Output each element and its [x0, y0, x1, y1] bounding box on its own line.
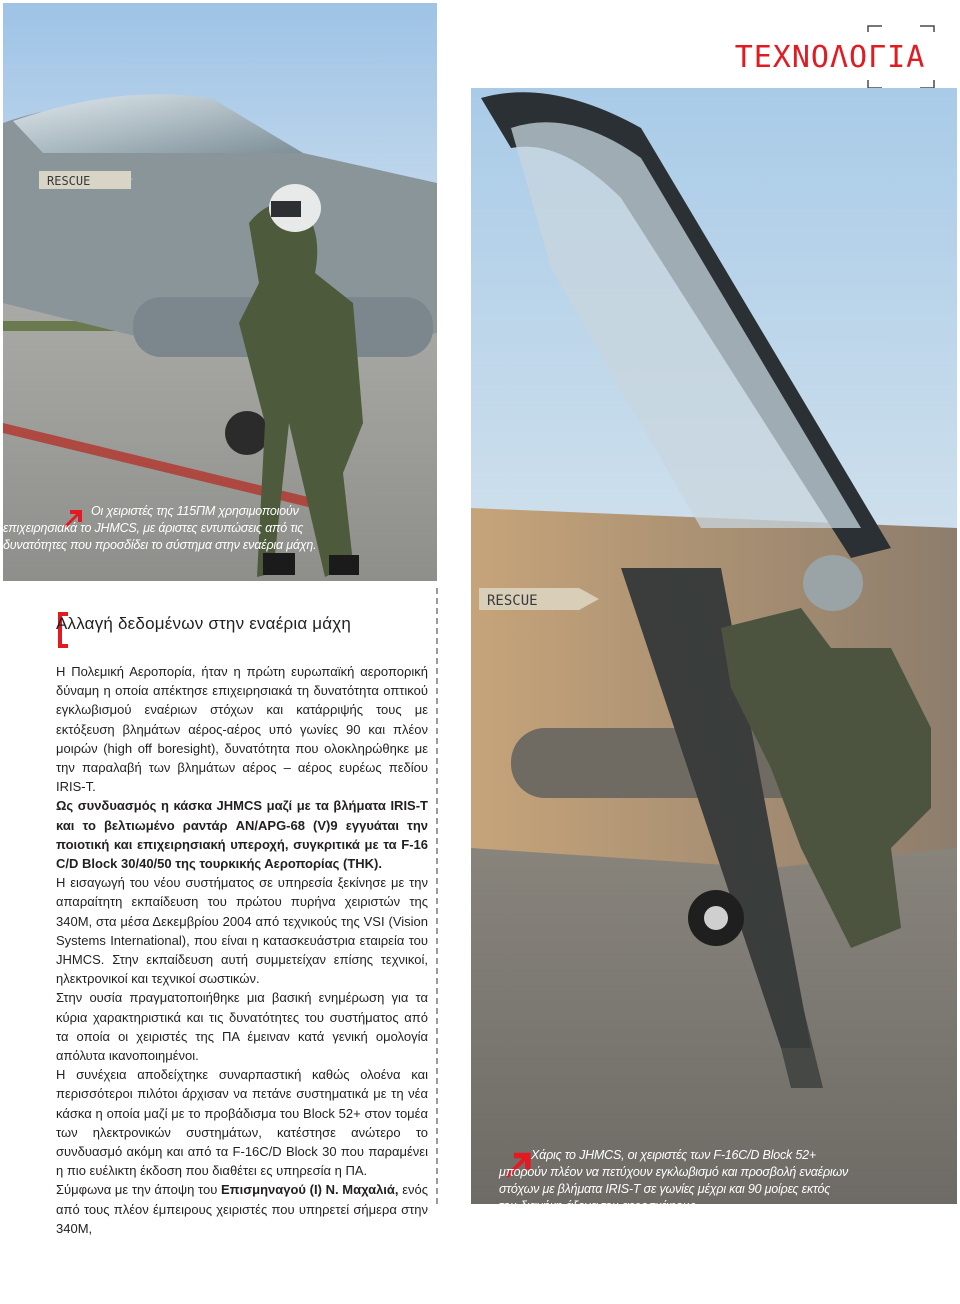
svg-text:RESCUE: RESCUE: [487, 593, 538, 609]
section-label: ΤΕΧΝΟΛΟΓΙΑ: [734, 40, 926, 75]
svg-text:RESCUE: RESCUE: [47, 174, 91, 188]
column-divider: [436, 588, 438, 1204]
paragraph-1: Η Πολεμική Αεροπορία, ήταν η πρώτη ευρωπαϊκή αεροπορική δύναμη η οποία απέκτησε επιχειρησιακά τη δυνατότητα οπτικού εγκλωβισμού εναέριων στόχων και κατάρριψής τους με εκτόξευση βλημάτων αέρος-αέρος υπό γωνίες 90 και πλέον μοιρών (high off boresight), δυνατότητα που ολοκληρώθηκε με την παραλαβή των βλημάτων αέρος – αέρος ευρέως πεδίου IRIS-T.: [56, 664, 428, 795]
photo-pilot-standing: [3, 3, 437, 581]
photo-pilot-climbing: [471, 88, 957, 1204]
paragraph-6: [56, 1180, 428, 1238]
paragraph-2: Ως συνδυασμός η κάσκα JHMCS μαζί με τα βλήματα IRIS-T και το βελτιωμένο ραντάρ AN/APG-68 (V)9 εγγυάται την ποιοτική και επιχειρησιακή υπεροχή, συγκριτικά με τα F-16 C/D Block 30/40/50 της τουρκικής Αεροπορίας (THK).: [56, 798, 428, 872]
photo-caption-right: Χάρις το JHMCS, οι χειριστές των F-16C/D Block 52+ μπορούν πλέον να πετύχουν εγκλωβισμό και προσβολή εναέριων στόχων με βλήματα IRIS-T σε γωνίες μέχρι και 90 μοίρες εκτός του διαμήκη άξονα του αεροσκάφους.: [499, 1148, 849, 1213]
paragraph-6-end: ενός από τους πλέον έμπειρους χειριστές που υπηρετεί σήμερα στην 340Μ,: [56, 1182, 428, 1236]
photo-caption-left: Οι χειριστές της 115ΠΜ χρησιμοποιούν επιχειρησιακά το JHMCS, με άριστες εντυπώσεις από τις δυνατότητες που προσδίδει το σύστημα στην εναέρια μάχη.: [3, 504, 317, 552]
paragraph-5: Η συνέχεια αποδείχτηκε συναρπαστική καθώς ολοένα και περισσότεροι πιλότοι άρχισαν να πετάνε συστηματικά με τη νέα κάσκα η οποία μαζί με το προβάδισμα του Block 52+ στον τομέα των ηλεκτρονικών συστημάτων, κατέστησε ανώτερο το συνδυασμό ακόμη και από τα F-16C/D Block 30 που παραμένει η πιο ευέλικτη έκδοση που διαθέτει ες υπηρεσία η ΠΑ.: [56, 1067, 428, 1179]
paragraph-3: Η εισαγωγή του νέου συστήματος σε υπηρεσία ξεκίνησε με την απαραίτητη εκπαίδευση του πρώτου πυρήνα χειριστών της 340Μ, στα μέσα Δεκεμβρίου 2004 από τεχνικούς της VSI (Vision Systems International), που είναι η κατασκευάστρια εταιρεία του JHMCS. Στην εκπαίδευση αυτή συμμετείχαν επίσης τεχνικοί, ηλεκτρονικοί και τεχνικοί σωστικών.: [56, 875, 428, 987]
article-body: [56, 662, 428, 1238]
article-heading: Αλλαγή δεδομένων στην εναέρια μάχη: [56, 614, 352, 633]
quoted-officer-name: Επισμηναγού (Ι) Ν. Μαχαλιά,: [221, 1182, 399, 1198]
paragraph-6-start: Σύμφωνα με την άποψη του: [56, 1182, 222, 1198]
paragraph-4: Στην ουσία πραγματοποιήθηκε μια βασική ενημέρωση για τα κύρια χαρακτηριστικά και τις δυνατότητες του συστήματος από τα οποία οι χειριστές της ΠΑ έμειναν κατά γενική ομολογία απόλυτα ικανοποιημένοι.: [56, 990, 428, 1064]
